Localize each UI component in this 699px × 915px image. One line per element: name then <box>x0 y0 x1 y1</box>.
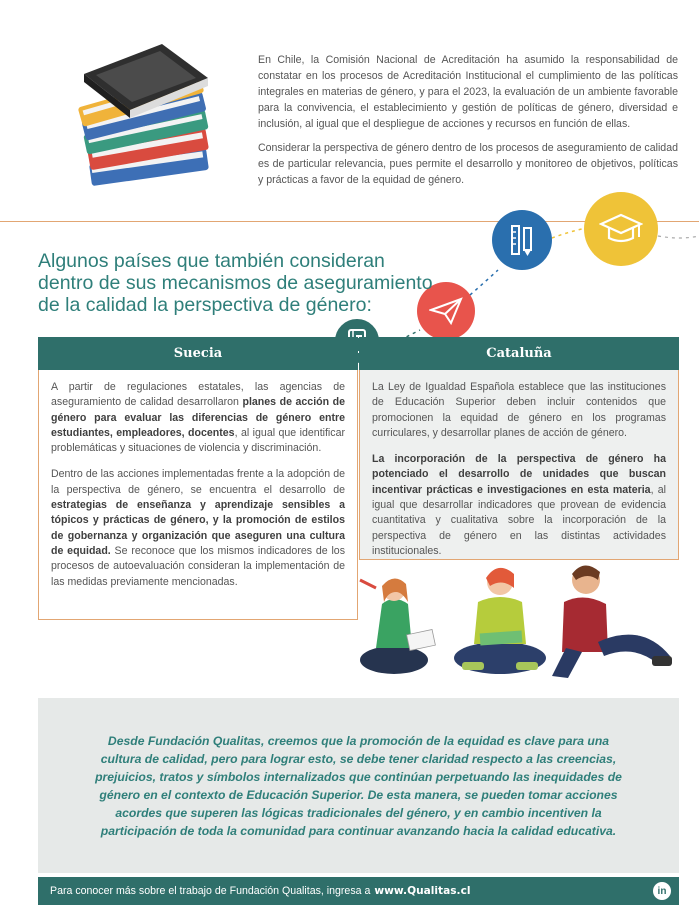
suecia-paragraph-2: Dentro de las acciones implementadas frente a la adopción de la perspectiva de género, se encuentra el desarrollo de estrategias de enseñanza y aprendizaje sensibles a tópicos y prácticas de género, y la promoción de estilos de gobernanza y organización que aseguren una cultura de equidad. Se reconoce que los mismos indicadores de los procesos de autoevaluación consideran la implementación de las medidas previamente mencionadas. <box>51 468 345 588</box>
quote-text: Desde Fundación Qualitas, creemos que la promoción de la equidad es clave para una cultura de calidad, pero para lograr esto, se debe tener claridad respecto a las creencias, prejuicios, tratos y símbolos internalizados que continúan perpetuando las inequidades de género en el contexto de Educación Superior. De esta manera, se pueden tomar acciones acordes que superen las lógicas tradicionales del género, y en cambio incentiven la participación de toda la comunidad para continuar avanzando hacia la calidad educativa. <box>95 733 622 838</box>
footer-bar <box>38 877 679 905</box>
suecia-paragraph-1: A partir de regulaciones estatales, las agencias de aseguramiento de calidad desarrollaron planes de acción de género para evaluar las diferencias de género entre estudiantes, empleadores, docentes, al igual que identificar problemáticas y situaciones de violencia y discriminación. <box>51 381 346 455</box>
intro-paragraph-1: En Chile, la Comisión Nacional de Acreditación ha asumido la responsabilidad de constatar en los procesos de Acreditación Institucional el cumplimiento de las políticas integrales en materias de género, y para el 2023, la evaluación de un ambiente favorable para la convivencia, el establecimiento y gestión de políticas de género, diversidad e inclusión, al igual que el despliegue de acciones y recursos en función de ellas. <box>258 54 678 130</box>
cataluna-body <box>359 370 679 560</box>
suecia-header: Suecia <box>38 337 358 370</box>
suecia-body <box>38 370 358 620</box>
intro-paragraph-2: Considerar la perspectiva de género dentro de los procesos de aseguramiento de calidad es de particular relevancia, pues permite el desarrollo y monitoreo de objetivos, políticas y prácticas a favor de la equidad de género. <box>258 142 678 186</box>
cataluna-header: Cataluña <box>359 337 679 370</box>
quote-box <box>38 698 679 873</box>
linkedin-icon[interactable]: in <box>653 882 671 900</box>
section-heading: Algunos países que también consideran dentro de sus mecanismos de aseguramiento de la calidad la perspectiva de género: <box>38 250 433 316</box>
ruler-pencil-icon <box>492 210 552 270</box>
footer-text: Para conocer más sobre el trabajo de Fundación Qualitas, ingresa a <box>50 885 371 897</box>
books-stack-illustration <box>70 38 220 198</box>
intro-text <box>258 52 678 196</box>
students-illustration <box>352 552 687 682</box>
graduation-cap-icon <box>584 192 658 266</box>
cataluna-paragraph-2: La incorporación de la perspectiva de género ha potenciado el desarrollo de unidades que buscan incentivar prácticas e investigaciones en esta materia, al igual que desarrollar indicadores que provean de evidencia cuantitativa y cualitativa sobre la incorporación de la perspectiva de género en las distintas actividades institucionales. <box>372 453 666 557</box>
footer-link[interactable]: www.Qualitas.cl <box>374 885 471 897</box>
cataluna-paragraph-1: La Ley de Igualdad Española establece que las instituciones de Educación Superior deben incluir contenidos que promocionen la equidad de género en los programas curriculares, y desarrollar planes de acción de género. <box>372 381 666 439</box>
